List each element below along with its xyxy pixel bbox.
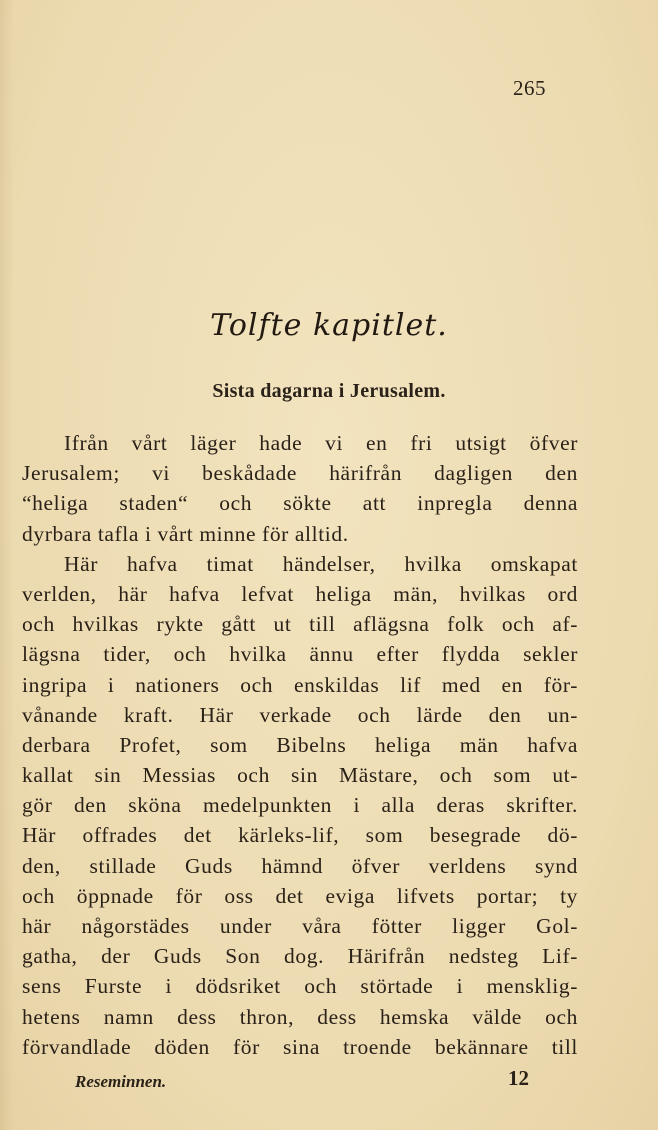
chapter-heading: Tolfte kapitlet. (210, 308, 448, 343)
text-line: och öppnade för oss det eviga lifvets portar; ty (22, 883, 578, 908)
text-line: Jerusalem; vi beskådade härifrån dagligen den (22, 461, 578, 486)
chapter-subtitle: Sista dagarna i Jerusalem. (212, 380, 446, 402)
text-line: lägsna tider, och hvilka ännu efter flydda sekler (22, 642, 578, 667)
body-text (22, 428, 578, 1062)
text-line: dyrbara tafla i vårt minne för alltid. (22, 521, 349, 546)
text-line: kallat sin Messias och sin Mästare, och som ut- (22, 763, 578, 788)
text-line: den, stillade Guds hämnd öfver verldens synd (22, 853, 578, 878)
text-line: “heliga staden“ och sökte att inpregla denna (22, 491, 578, 516)
text-line: hetens namn dess thron, dess hemska välde och (22, 1004, 578, 1029)
text-line: Ifrån vårt läger hade vi en fri utsigt öfver (64, 431, 578, 455)
text-line: vånande kraft. Här verkade och lärde den un- (22, 702, 578, 727)
text-line: Här hafva timat händelser, hvilka omskapat (64, 551, 578, 576)
page-number: 265 (513, 76, 546, 100)
text-line: ingripa i nationers och enskildas lif med en för- (22, 672, 578, 697)
footer-number: 12 (508, 1066, 529, 1090)
text-line: gör den sköna medelpunkten i alla deras skrifter. (22, 793, 578, 818)
text-line: gatha, der Guds Son dog. Härifrån nedsteg Lif- (22, 944, 578, 969)
footer-signature: Reseminnen. (75, 1072, 167, 1091)
text-line: derbara Profet, som Bibelns heliga män hafva (22, 732, 578, 757)
text-line: här någorstädes under våra fötter ligger Gol- (22, 914, 578, 938)
text-line: Här offrades det kärleks-lif, som besegrade dö- (22, 823, 578, 848)
text-line: och hvilkas rykte gått ut till aflägsna folk och af- (22, 612, 578, 637)
text-line: verlden, här hafva lefvat heliga män, hvilkas ord (22, 581, 578, 606)
text-line: förvandlade döden för sina troende bekännare till (22, 1034, 578, 1059)
text-line: sens Furste i dödsriket och störtade i mensklig- (22, 974, 578, 999)
